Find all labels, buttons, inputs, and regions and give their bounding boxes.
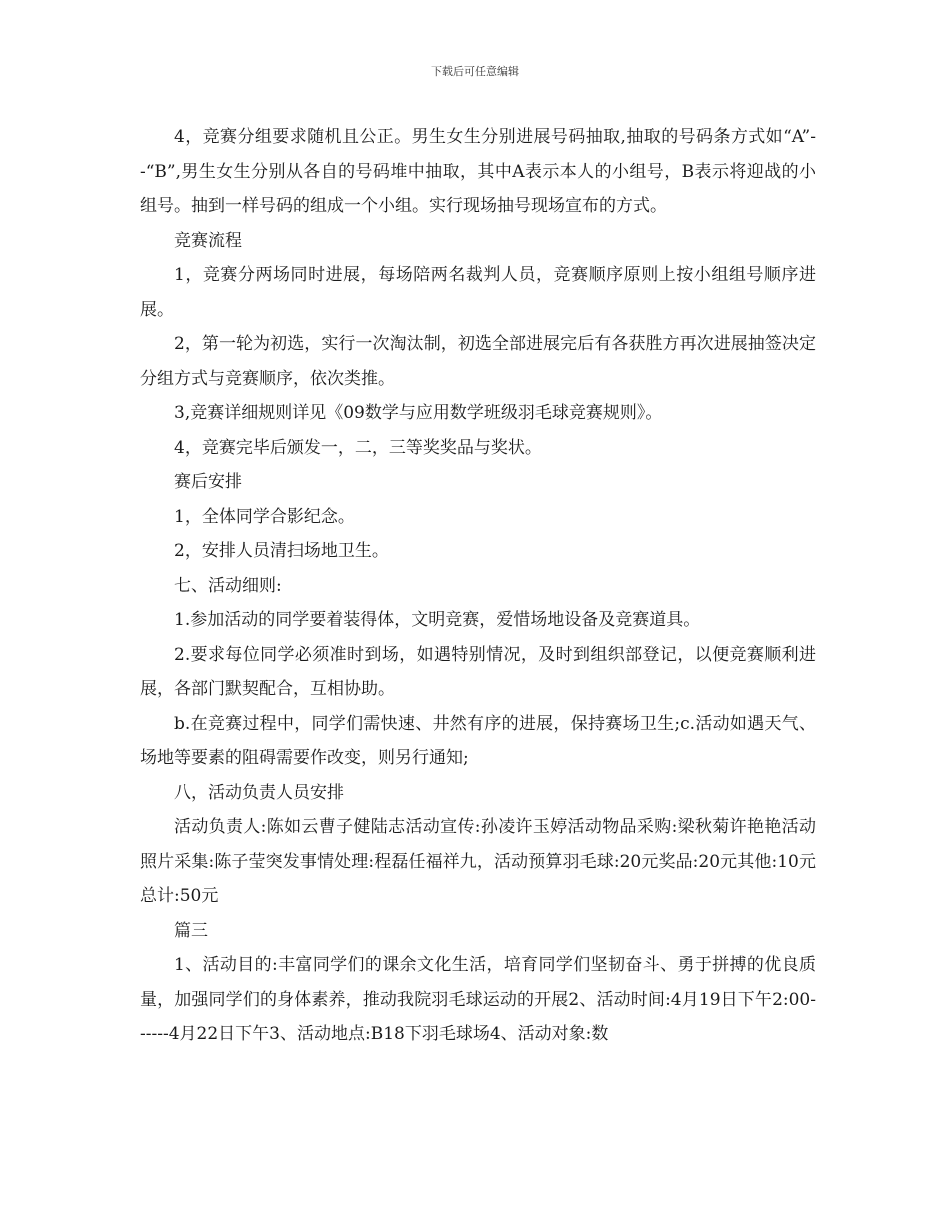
paragraph-staff-budget: 活动负责人:陈如云曹子健陆志活动宣传:孙凌许玉婷活动物品采购:梁秋菊许艳艳活动照片采集:陈子莹突发事情处理:程磊任福祥九，活动预算羽毛球:20元奖品:20元其他:10元总计:50元 (140, 817, 816, 906)
section-heading-competition-flow: 竞赛流程 (174, 230, 242, 251)
paragraph-rules-1: 1.参加活动的同学要着装得体，文明竞赛，爱惜场地设备及竞赛道具。 (174, 610, 701, 630)
paragraph-flow-1: 1，竞赛分两场同时进展，每场陪两名裁判人员，竞赛顺序原则上按小组组号顺序进展。 (140, 265, 816, 320)
paragraph-rules-3: b.在竞赛过程中，同学们需快速、井然有序的进展，保持赛场卫生;c.活动如遇天气、场地等要素的阻碍需要作改变，则另行通知; (140, 713, 816, 768)
paragraph-flow-4: 4，竞赛完毕后颁发一，二，三等奖奖品与奖状。 (174, 437, 542, 458)
page-header: 下载后可任意编辑 (431, 65, 519, 78)
paragraph-post-match-2: 2，安排人员清扫场地卫生。 (174, 541, 389, 561)
paragraph-rules-2: 2.要求每位同学必须准时到场，如遇特别情况，及时到组织部登记，以便竞赛顺利进展，各部门默契配合，互相协助。 (140, 644, 816, 699)
section-heading-rules: 七、活动细则: (174, 575, 282, 596)
paragraph-flow-2: 2，第一轮为初选，实行一次淘汰制，初选全部进展完后有各获胜方再次进展抽签决定分组方式与竞赛顺序，依次类推。 (140, 334, 816, 389)
paragraph-post-match-1: 1，全体同学合影纪念。 (174, 506, 355, 527)
paragraph-activity-purpose: 1、活动目的:丰富同学们的课余文化生活，培育同学们坚韧奋斗、勇于拼搏的优良质量，加强同学们的身体素养，推动我院羽毛球运动的开展2、活动时间:4月19日下午2:00------4月22日下午3、活动地点:B18下羽毛球场4、活动对象:数 (140, 955, 816, 1044)
document-body (140, 120, 816, 1052)
section-heading-post-match: 赛后安排 (174, 472, 242, 492)
paragraph-flow-3: 3,竞赛详细规则详见《09数学与应用数学班级羽毛球竞赛规则》。 (174, 403, 663, 423)
section-heading-staff: 八，活动负责人员安排 (174, 782, 344, 803)
paragraph-grouping-rule: 4，竞赛分组要求随机且公正。男生女生分别进展号码抽取,抽取的号码条方式如“A”--“B”,男生女生分别从各自的号码堆中抽取，其中A表示本人的小组号，B表示将迎战的小组号。抽到一样号码的组成一个小组。实行现场抽号现场宣布的方式。 (140, 127, 816, 216)
section-heading-part-three: 篇三 (174, 920, 208, 941)
